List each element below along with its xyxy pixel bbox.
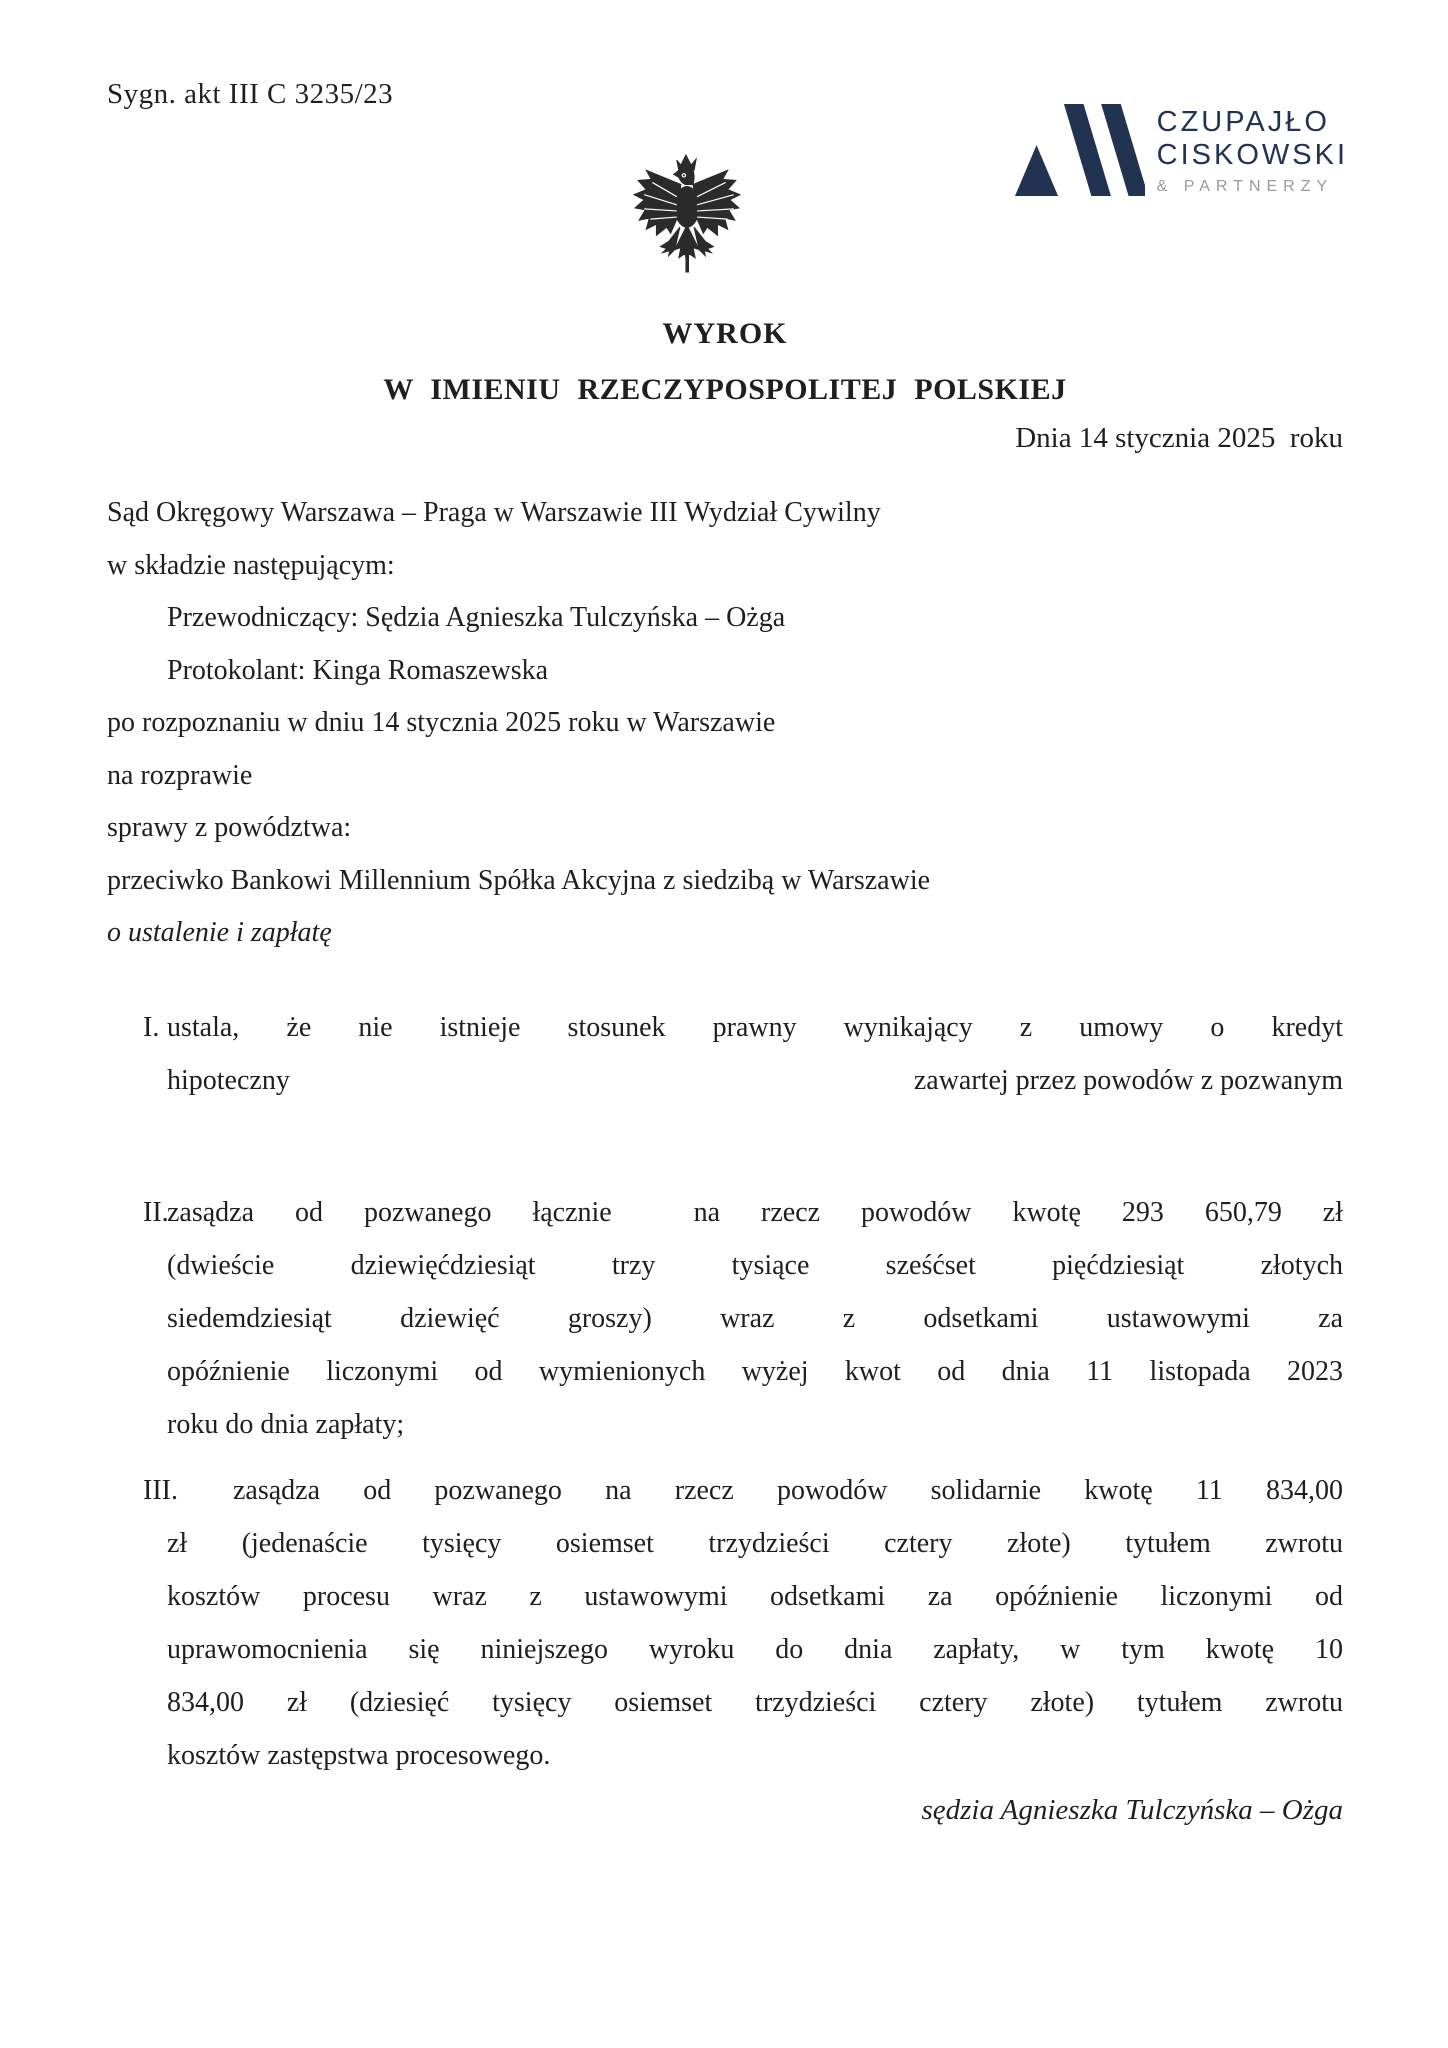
logo-name-line1: CZUPAJŁO bbox=[1156, 106, 1330, 138]
item-text bbox=[167, 1001, 1343, 1107]
item-line: uprawomocnienia się niniejszego wyroku do dnia zapłaty, w tym kwotę 10 bbox=[167, 1633, 1343, 1665]
gap-line-right: zawartej przez powodów z pozwanym bbox=[913, 1064, 1343, 1096]
intro-panel-line: w składzie następującym: bbox=[107, 549, 395, 581]
judge-signature: sędzia Agnieszka Tulczyńska – Ożga bbox=[921, 1793, 1343, 1826]
verdict-item-2 bbox=[107, 1186, 1343, 1451]
item-line: zasądza od pozwanego na rzecz powodów solidarnie kwotę 11 834,00 bbox=[233, 1474, 1343, 1506]
law-firm-logo bbox=[1013, 102, 1348, 198]
item-numeral: II. bbox=[143, 1196, 169, 1228]
verdict-items bbox=[107, 1001, 1343, 1782]
item-line: (dwieście dziewięćdziesiąt trzy tysiące sześćset pięćdziesiąt złotych bbox=[167, 1249, 1343, 1281]
item-line: roku do dnia zapłaty; bbox=[167, 1408, 405, 1440]
judgment-date: Dnia 14 stycznia 2025 roku bbox=[1015, 422, 1343, 454]
item-line: zł (jedenaście tysięcy osiemset trzydzieści cztery złote) tytułem zwrotu bbox=[167, 1527, 1343, 1559]
item-line: kosztów zastępstwa procesowego. bbox=[167, 1739, 551, 1771]
item-line: 834,00 zł (dziesięć tysięcy osiemset trzydzieści cztery złote) tytułem zwrotu bbox=[167, 1686, 1343, 1718]
logo-text bbox=[1157, 102, 1348, 196]
gap-line-left: hipoteczny bbox=[167, 1064, 290, 1096]
logo-name-line2: CISKOWSKI bbox=[1156, 139, 1348, 171]
judgment-title: WYROK bbox=[662, 317, 788, 350]
intro-hearing-type-line: na rozprawie bbox=[107, 759, 253, 791]
item-text bbox=[167, 1186, 1343, 1451]
item-line: kosztów procesu wraz z ustawowymi odsetkami za opóźnienie liczonymi od bbox=[167, 1580, 1343, 1612]
verdict-item-1 bbox=[107, 1001, 1343, 1107]
item-numeral: III. bbox=[143, 1474, 178, 1506]
item-text bbox=[167, 1464, 1343, 1782]
item-numeral: I. bbox=[143, 1011, 160, 1043]
judgment-body bbox=[107, 316, 1343, 1830]
item-spacer bbox=[107, 1451, 1343, 1464]
item-line-with-redacted-gap bbox=[167, 1054, 1343, 1107]
intro-defendant-line: przeciwko Bankowi Millennium Spółka Akcyjna z siedzibą w Warszawie bbox=[107, 864, 931, 896]
intro-subject-line: o ustalenie i zapłatę bbox=[107, 917, 332, 948]
case-intro bbox=[107, 487, 1343, 960]
item-line: opóźnienie liczonymi od wymienionych wyżej kwot od dnia 11 listopada 2023 bbox=[167, 1355, 1343, 1387]
case-number: Sygn. akt III C 3235/23 bbox=[107, 78, 394, 110]
item-spacer bbox=[107, 1107, 1343, 1186]
intro-plaintiff-line: sprawy z powództwa: bbox=[107, 812, 352, 843]
intro-court-line: Sąd Okręgowy Warszawa – Praga w Warszawie III Wydział Cywilny bbox=[107, 497, 881, 528]
judgment-subtitle: W IMIENIU RZECZYPOSPOLITEJ POLSKIEJ bbox=[383, 373, 1067, 406]
item-line: ustala, że nie istnieje stosunek prawny wynikający z umowy o kredyt bbox=[167, 1011, 1343, 1043]
polish-eagle-emblem-icon bbox=[632, 146, 746, 282]
intro-clerk-line: Protokolant: Kinga Romaszewska bbox=[167, 654, 549, 686]
intro-judge-line: Przewodniczący: Sędzia Agnieszka Tulczyńska – Ożga bbox=[167, 602, 786, 633]
item-line: zasądza od pozwanego łącznie na rzecz powodów kwotę 293 650,79 zł bbox=[167, 1196, 1343, 1228]
logo-mark-icon bbox=[1013, 102, 1144, 198]
item-line: siedemdziesiąt dziewięć groszy) wraz z odsetkami ustawowymi za bbox=[167, 1302, 1343, 1334]
intro-hearing-date-line: po rozpoznaniu w dniu 14 stycznia 2025 roku w Warszawie bbox=[107, 707, 776, 738]
logo-tagline: & PARTNERZY bbox=[1156, 178, 1334, 195]
verdict-item-3 bbox=[107, 1464, 1343, 1782]
